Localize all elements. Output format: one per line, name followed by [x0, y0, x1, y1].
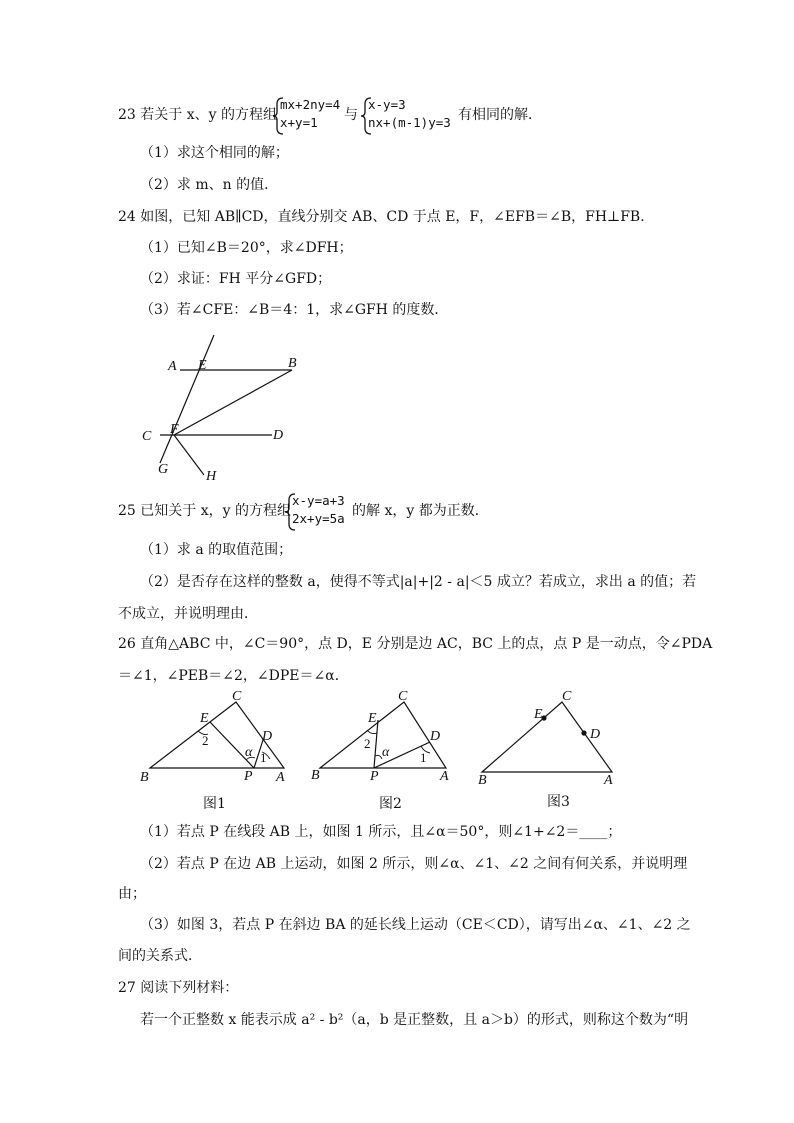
label-h: H: [206, 469, 217, 484]
fig3-caption: 图3: [547, 794, 570, 810]
label-a: A: [168, 359, 177, 374]
q26-figure-1: [138, 690, 298, 790]
ray-fh: [174, 435, 204, 475]
fig1-label-p: P: [244, 769, 253, 784]
fig1-label-a: A: [276, 770, 285, 785]
q23-system-2: [368, 96, 451, 132]
transversal-ef: [160, 335, 214, 463]
q25-system: [292, 492, 345, 528]
q26-part2a: （2）若点 P 在边 AB 上运动，如图 2 所示，则∠α、∠1、∠2 之间有何关系，并说明理: [140, 856, 688, 872]
fig2-angle-1: 1: [420, 750, 427, 765]
q25-sys-eq2: 2x+y=5a: [292, 511, 345, 526]
q26-part1: （1）若点 P 在线段 AB 上，如图 1 所示，且∠α＝50°，则∠1+∠2＝____；: [140, 824, 622, 840]
q26-part3b: 间的关系式．: [118, 948, 202, 964]
fig3-label-b: B: [478, 773, 487, 788]
q26-stem-1: 26 直角△ABC 中，∠C＝90°，点 D，E 分别是边 AC，BC 上的点，点 P 是一动点，令∠PDA: [118, 636, 713, 652]
fig2-label-b: B: [311, 768, 320, 783]
fig1-angle-2: 2: [202, 733, 209, 748]
q24-part3: （3）若∠CFE：∠B＝4：1，求∠GFH 的度数．: [140, 302, 449, 318]
fig3-label-c: C: [562, 689, 572, 704]
fig2-caption: 图2: [379, 796, 402, 812]
segment-fb: [174, 370, 292, 435]
fig2-label-c: C: [398, 690, 408, 704]
q23-sys2-eq1: x-y=3: [368, 97, 406, 112]
fig2-angle-alpha: α: [382, 745, 390, 760]
q26-stem-2: ＝∠1，∠PEB＝∠2，∠DPE＝∠α．: [118, 668, 349, 684]
segment-ep: [374, 720, 378, 768]
q25-part1: （1）求 a 的取值范围；: [140, 542, 293, 558]
q24-part2: （2）求证：FH 平分∠GFD；: [140, 271, 332, 287]
fig1-angle-1: 1: [260, 750, 267, 765]
label-b: B: [288, 356, 297, 371]
q23-sys1-eq1: mx+2ny=4: [280, 97, 341, 112]
fig1-label-e: E: [200, 711, 209, 726]
q23-part2: （2）求 m、n 的值．: [140, 177, 279, 193]
q23-tail: 有相同的解．: [458, 107, 542, 123]
label-d: D: [273, 428, 284, 443]
label-e: E: [198, 358, 207, 373]
q25-sys-eq1: x-y=a+3: [292, 493, 345, 508]
q24-figure: [130, 325, 320, 490]
q25-tail: 的解 x，y 都为正数．: [352, 503, 489, 519]
fig1-label-b: B: [140, 770, 149, 785]
q23-sys2-eq2: nx+(m-1)y=3: [368, 115, 451, 130]
q23-intro: 23 若关于 x、y 的方程组: [118, 107, 277, 123]
q23-mid: 与: [344, 107, 358, 123]
fig1-angle-alpha: α: [245, 745, 253, 760]
fig1-caption: 图1: [203, 796, 226, 812]
q25-part2b: 不成立，并说明理由．: [118, 606, 258, 622]
q26-part2b: 由；: [118, 886, 146, 902]
fig1-label-d: D: [262, 729, 273, 744]
fig3-label-d: D: [590, 727, 601, 742]
q23-sys1-eq2: x+y=1: [280, 115, 318, 130]
point-d: [581, 730, 586, 735]
fig2-label-d: D: [430, 729, 441, 744]
q27-stem: 27 阅读下列材料：: [118, 980, 239, 996]
label-g: G: [158, 462, 169, 477]
label-f: F: [170, 422, 179, 437]
fig2-angle-2: 2: [364, 736, 371, 751]
q26-part3a: （3）如图 3，若点 P 在斜边 BA 的延长线上运动（CE＜CD），请写出∠α、∠1、∠2 之: [140, 917, 691, 933]
q26-figure-2: [308, 690, 458, 790]
fig2-label-a: A: [440, 769, 449, 784]
fig3-label-e: E: [534, 707, 543, 722]
q27-line1: 若一个正整数 x 能表示成 a² - b²（a，b 是正整数，且 a＞b）的形式，则称这个数为“明: [140, 1012, 689, 1028]
fig3-label-a: A: [604, 773, 613, 788]
label-c: C: [142, 429, 152, 444]
q25-intro: 25 已知关于 x，y 的方程组: [118, 503, 291, 519]
q24-part1: （1）已知∠B＝20°，求∠DFH；: [140, 240, 353, 256]
q23-system-1: [280, 96, 340, 132]
q23-stem: [118, 105, 277, 125]
fig2-label-e: E: [368, 711, 377, 726]
fig1-label-c: C: [232, 690, 242, 704]
q26-figure-3: [472, 688, 622, 788]
q24-stem: 24 如图，已知 AB∥CD，直线分别交 AB、CD 于点 E，F，∠EFB＝∠B，FH⊥FB．: [118, 209, 655, 225]
q25-part2a: （2）是否存在这样的整数 a，使得不等式|a|+|2 - a|＜5 成立？若成立，求出 a 的值；若: [140, 574, 697, 590]
fig2-label-p: P: [370, 769, 379, 784]
q23-part1: （1）求这个相同的解；: [140, 145, 289, 161]
